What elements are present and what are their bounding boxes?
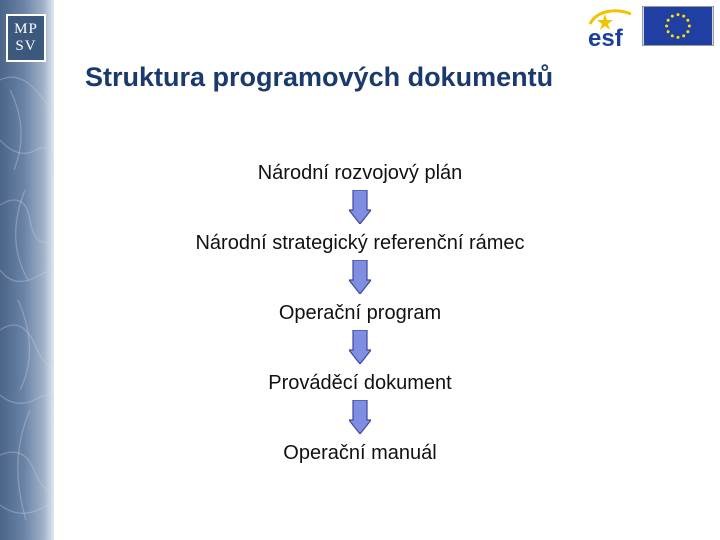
flow-step: Prováděcí dokument bbox=[268, 372, 452, 394]
esf-logo-text: esf bbox=[588, 25, 623, 48]
eu-flag-icon bbox=[642, 6, 714, 46]
down-arrow-icon bbox=[349, 400, 371, 434]
slide-title: Struktura programových dokumentů bbox=[85, 62, 554, 92]
flow-step: Národní strategický referenční rámec bbox=[195, 232, 525, 254]
flow-step: Operační manuál bbox=[283, 442, 437, 464]
mpsv-logo-line: MP bbox=[14, 21, 38, 37]
down-arrow-icon bbox=[349, 190, 371, 224]
flow-step: Operační program bbox=[278, 302, 442, 324]
down-arrow-icon bbox=[349, 260, 371, 294]
mpsv-logo-line: SV bbox=[15, 38, 37, 54]
flow-step: Národní rozvojový plán bbox=[257, 162, 463, 184]
left-decorative-band bbox=[0, 0, 54, 540]
document-hierarchy-flow bbox=[54, 158, 666, 468]
mpsv-logo bbox=[6, 14, 46, 62]
esf-logo bbox=[587, 6, 637, 48]
sidebar-texture bbox=[0, 0, 54, 540]
down-arrow-icon bbox=[349, 330, 371, 364]
